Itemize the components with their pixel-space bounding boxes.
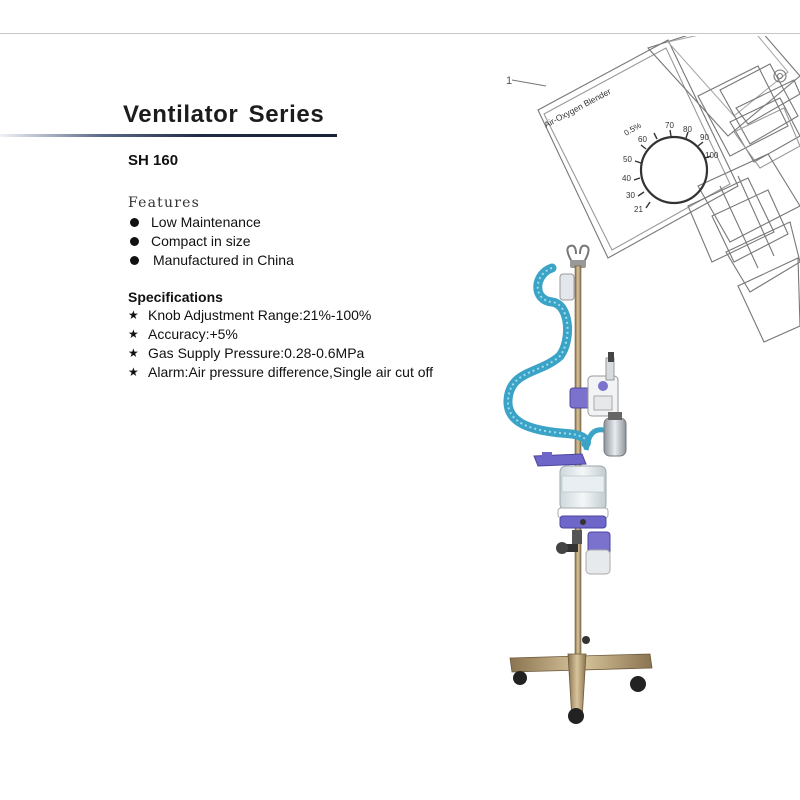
dial-mark-21: 21 — [634, 205, 643, 214]
specifications-heading: Specifications — [128, 289, 223, 305]
dial-mark-80: 80 — [683, 125, 692, 134]
feature-text: Compact in size — [151, 233, 251, 249]
features-heading: Features — [128, 195, 200, 211]
star-icon: ★ — [128, 346, 139, 360]
page-title: Ventilator Series — [123, 101, 325, 128]
ventilator-stand-image — [490, 240, 670, 740]
dial-mark-label: 0.5% — [622, 120, 643, 138]
dial-mark-100: 100 — [705, 151, 719, 160]
title-underline — [0, 134, 337, 137]
spec-text: Alarm:Air pressure difference,Single air cut off — [148, 364, 434, 380]
spec-text: Accuracy:+5% — [148, 326, 238, 342]
feature-text: Low Maintenance — [151, 214, 261, 230]
callout-number: 1 — [506, 75, 513, 87]
bullet-icon — [130, 218, 139, 227]
feature-item — [128, 232, 294, 251]
bullet-icon — [130, 237, 139, 246]
dial-mark-50: 50 — [623, 155, 632, 164]
star-icon: ★ — [128, 308, 139, 322]
specifications-list — [128, 306, 433, 382]
spec-item — [128, 325, 433, 344]
dial-mark-40: 40 — [622, 174, 631, 183]
features-list — [128, 213, 294, 270]
model-number: SH 160 — [128, 152, 179, 169]
feature-item — [128, 213, 294, 232]
star-icon: ★ — [128, 365, 139, 379]
spec-text: Knob Adjustment Range:21%-100% — [148, 307, 372, 323]
blender-panel-label: Air-Oxygen Blender — [542, 86, 613, 130]
top-divider — [0, 33, 800, 34]
spec-item — [128, 344, 433, 363]
feature-item — [128, 251, 294, 270]
dial-mark-60: 60 — [638, 135, 647, 144]
dial-mark-90: 90 — [700, 133, 709, 142]
feature-text: Manufactured in China — [153, 252, 294, 268]
spec-text: Gas Supply Pressure:0.28-0.6MPa — [148, 345, 365, 361]
spec-item — [128, 306, 433, 325]
dial-mark-30: 30 — [626, 191, 635, 200]
bullet-icon — [130, 256, 139, 265]
dial-mark-70: 70 — [665, 121, 674, 130]
spec-item — [128, 363, 433, 382]
star-icon: ★ — [128, 327, 139, 341]
